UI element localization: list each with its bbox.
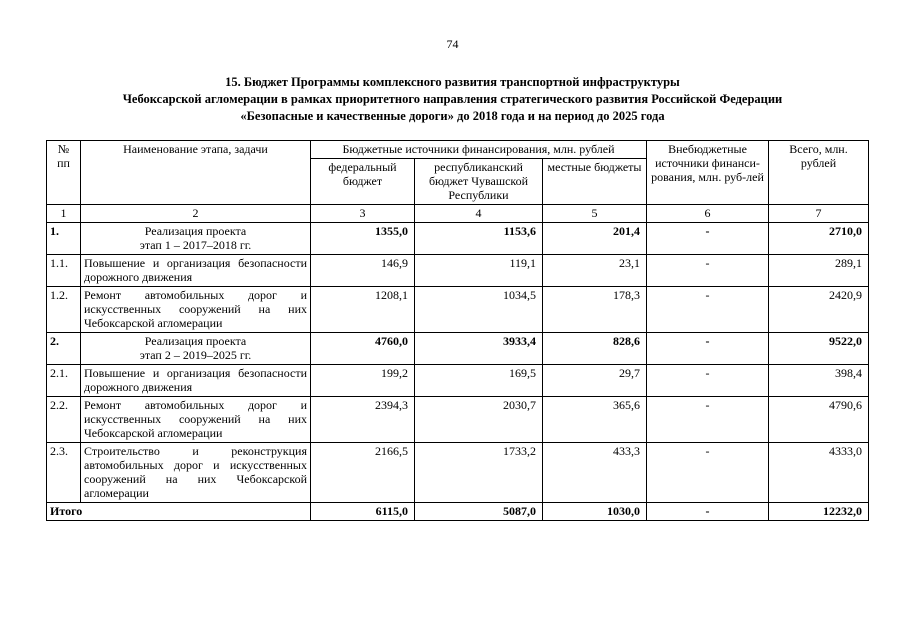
- cell-republican: 1034,5: [415, 287, 543, 333]
- stage-period: этап 2 – 2019–2025 гг.: [139, 348, 252, 362]
- table-row: [47, 255, 869, 287]
- cell-federal: 1208,1: [311, 287, 415, 333]
- cell-federal: 199,2: [311, 365, 415, 397]
- cell-local: 178,3: [543, 287, 647, 333]
- cell-federal: 2166,5: [311, 443, 415, 503]
- page-number: 74: [446, 37, 459, 51]
- table-row: [47, 333, 869, 365]
- table-row: [47, 443, 869, 503]
- cell-extra: -: [647, 397, 769, 443]
- header-federal: федеральный бюджет: [311, 159, 415, 205]
- cell-local: 201,4: [543, 223, 647, 255]
- cell-local: 23,1: [543, 255, 647, 287]
- row-name: Ремонт автомобильных дорог и искусственных сооружений на них Чебоксарской агломерации: [81, 397, 311, 443]
- table-row: [47, 397, 869, 443]
- cell-republican: 2030,7: [415, 397, 543, 443]
- header-local: местные бюджеты: [543, 159, 647, 205]
- column-number: 5: [543, 205, 647, 223]
- row-num: 1.1.: [47, 255, 81, 287]
- table-row: [47, 287, 869, 333]
- header-extra: Внебюджетные источники финанси-рования, млн. руб-лей: [647, 141, 769, 205]
- cell-total: 2420,9: [769, 287, 869, 333]
- row-num: 2.: [47, 333, 81, 365]
- column-number: 2: [81, 205, 311, 223]
- cell-federal: 2394,3: [311, 397, 415, 443]
- cell-total: 9522,0: [769, 333, 869, 365]
- title-line: «Безопасные и качественные дороги» до 2018 года и на период до 2025 года: [240, 109, 665, 123]
- budget-table: [46, 140, 869, 521]
- row-name: Ремонт автомобильных дорог и искусственных сооружений на них Чебоксарской агломерации: [81, 287, 311, 333]
- cell-republican: 1153,6: [415, 223, 543, 255]
- column-number: 1: [47, 205, 81, 223]
- cell-total: 4333,0: [769, 443, 869, 503]
- cell-local: 365,6: [543, 397, 647, 443]
- row-name: [81, 223, 311, 255]
- total-federal: 6115,0: [311, 503, 415, 521]
- header-name: Наименование этапа, задачи: [81, 141, 311, 205]
- cell-extra: -: [647, 365, 769, 397]
- cell-total: 4790,6: [769, 397, 869, 443]
- header-total: Всего, млн. рублей: [769, 141, 869, 205]
- row-num: 1.2.: [47, 287, 81, 333]
- column-number: 6: [647, 205, 769, 223]
- total-label: Итого: [47, 503, 311, 521]
- cell-extra: -: [647, 223, 769, 255]
- header-budget-sources: Бюджетные источники финансирования, млн. рублей: [311, 141, 647, 159]
- row-num: 2.1.: [47, 365, 81, 397]
- row-num: 2.2.: [47, 397, 81, 443]
- row-name: Повышение и организация безопасности дорожного движения: [81, 255, 311, 287]
- header-row: [47, 141, 869, 159]
- cell-total: 289,1: [769, 255, 869, 287]
- cell-federal: 1355,0: [311, 223, 415, 255]
- column-number: 4: [415, 205, 543, 223]
- cell-republican: 119,1: [415, 255, 543, 287]
- total-row: [47, 503, 869, 521]
- cell-federal: 4760,0: [311, 333, 415, 365]
- title-line: Чебоксарской агломерации в рамках приоритетного направления стратегического развития Российской Федерации: [122, 92, 783, 106]
- stage-name: Реализация проекта: [144, 224, 247, 238]
- total-extra: -: [647, 503, 769, 521]
- cell-local: 29,7: [543, 365, 647, 397]
- stage-period: этап 1 – 2017–2018 гг.: [139, 238, 252, 252]
- table-row: [47, 365, 869, 397]
- cell-local: 828,6: [543, 333, 647, 365]
- cell-total: 2710,0: [769, 223, 869, 255]
- cell-extra: -: [647, 443, 769, 503]
- row-num: 2.3.: [47, 443, 81, 503]
- cell-extra: -: [647, 255, 769, 287]
- cell-republican: 3933,4: [415, 333, 543, 365]
- cell-local: 433,3: [543, 443, 647, 503]
- cell-republican: 1733,2: [415, 443, 543, 503]
- title-line: 15. Бюджет Программы комплексного развития транспортной инфраструктуры: [225, 75, 680, 89]
- row-name: Повышение и организация безопасности дорожного движения: [81, 365, 311, 397]
- cell-republican: 169,5: [415, 365, 543, 397]
- total-local: 1030,0: [543, 503, 647, 521]
- total-total: 12232,0: [769, 503, 869, 521]
- cell-total: 398,4: [769, 365, 869, 397]
- row-name: Строительство и реконструкция автомобильных дорог и искусственных сооружений на них Чебоксарской агломерации: [81, 443, 311, 503]
- total-republican: 5087,0: [415, 503, 543, 521]
- row-num: 1.: [47, 223, 81, 255]
- cell-extra: -: [647, 333, 769, 365]
- cell-extra: -: [647, 287, 769, 333]
- column-number-row: [47, 205, 869, 223]
- header-republican: республиканский бюджет Чувашской Республики: [415, 159, 543, 205]
- table-title: [40, 74, 865, 125]
- table-row: [47, 223, 869, 255]
- header-num: № пп: [47, 141, 81, 205]
- stage-name: Реализация проекта: [144, 334, 247, 348]
- column-number: 3: [311, 205, 415, 223]
- column-number: 7: [769, 205, 869, 223]
- cell-federal: 146,9: [311, 255, 415, 287]
- row-name: [81, 333, 311, 365]
